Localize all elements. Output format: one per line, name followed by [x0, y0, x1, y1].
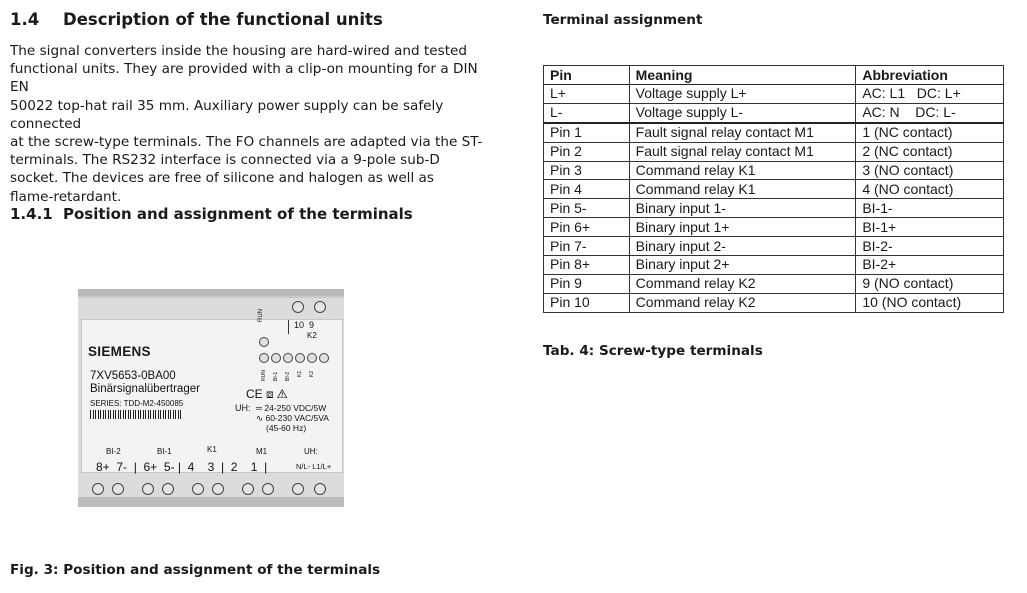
section-heading: [10, 10, 383, 29]
table-cell: Pin 3: [544, 161, 630, 180]
model-number: 7XV5653-0BA00: [90, 370, 176, 382]
table-caption: Tab. 4: Screw-type terminals: [543, 343, 763, 359]
table-cell: Pin 1: [544, 123, 630, 142]
body-line: flame-retardant.: [10, 188, 122, 205]
terminal-screw-icon: [162, 483, 174, 495]
led-icon: [271, 353, 281, 363]
uh-bottom-label: UH:: [304, 447, 318, 456]
series-number: SERIES: TDD-M2-450085: [90, 399, 184, 408]
table-cell: 2 (NC contact): [856, 142, 1004, 161]
terminal-screw-icon: [212, 483, 224, 495]
led-icon: [295, 353, 305, 363]
table-cell: Command relay K2: [629, 274, 856, 293]
table-row: [544, 293, 1004, 312]
supply-dc: ═ 24-250 VDC/5W: [256, 403, 327, 413]
terminal-table: [543, 65, 1004, 313]
table-cell: L-: [544, 103, 630, 122]
table-cell: Pin 5-: [544, 199, 630, 218]
table-cell: 9 (NO contact): [856, 274, 1004, 293]
terminal-numbers: 8+ 7- | 6+ 5- | 4 3 | 2 1 |: [96, 460, 268, 474]
column-header: Meaning: [629, 66, 856, 85]
table-cell: Binary input 1+: [629, 218, 856, 237]
m1-label: M1: [256, 447, 268, 456]
k2-label: K2: [307, 331, 317, 340]
bi2-label: BI-2: [106, 447, 121, 456]
table-cell: Command relay K1: [629, 180, 856, 199]
table-cell: AC: N DC: L-: [856, 103, 1004, 122]
terminal-screw-icon: [314, 301, 326, 313]
table-cell: Fault signal relay contact M1: [629, 123, 856, 142]
body-line: socket. The devices are free of silicone and halogen as well as: [10, 170, 434, 187]
supply-ac: ∿ 60-230 VAC/5VA: [256, 413, 329, 423]
power-terminal-labels: N/L- L1/L+: [296, 462, 332, 471]
led-label: BI-2: [285, 371, 291, 381]
table-row: [544, 218, 1004, 237]
terminal-screw-icon: [142, 483, 154, 495]
table-cell: Binary input 1-: [629, 199, 856, 218]
column-header: Pin: [544, 66, 630, 85]
brand-logo: SIEMENS: [88, 344, 151, 359]
body-line: functional units. They are provided with a clip-on mounting for a DIN EN: [10, 61, 478, 96]
table-cell: Pin 4: [544, 180, 630, 199]
k1-label: K1: [207, 445, 217, 454]
column-header: Abbreviation: [856, 66, 1004, 85]
terminal-screw-icon: [292, 301, 304, 313]
led-label: K1: [297, 370, 303, 377]
table-cell: Command relay K1: [629, 161, 856, 180]
table-cell: Pin 9: [544, 274, 630, 293]
figure-caption: Fig. 3: Position and assignment of the terminals: [10, 562, 381, 578]
table-cell: 4 (NO contact): [856, 180, 1004, 199]
led-label: BI-1: [273, 371, 279, 381]
led-icon: [319, 353, 329, 363]
led-icon: [283, 353, 293, 363]
table-cell: Pin 10: [544, 293, 630, 312]
led-icon: [259, 353, 269, 363]
barcode: [90, 410, 182, 419]
certification-marks: CE ⧈ ⚠: [246, 387, 288, 401]
body-line: The signal converters inside the housing are hard-wired and tested: [10, 43, 468, 59]
body-line: 50022 top-hat rail 35 mm. Auxiliary power supply can be safely connected: [10, 97, 444, 132]
table-cell: BI-2+: [856, 256, 1004, 275]
din-rail-bottom: [78, 497, 344, 507]
table-row: [544, 85, 1004, 104]
led-label: K2: [309, 370, 315, 377]
table-row: [544, 237, 1004, 256]
k2-terminal-numbers: 10 9: [294, 320, 315, 330]
table-cell: 1 (NC contact): [856, 123, 1004, 142]
table-cell: 3 (NO contact): [856, 161, 1004, 180]
terminal-screw-icon: [292, 483, 304, 495]
bi1-label: BI-1: [157, 447, 172, 456]
table-cell: BI-1-: [856, 199, 1004, 218]
table-cell: Binary input 2+: [629, 256, 856, 275]
table-row: [544, 199, 1004, 218]
device-illustration: [78, 289, 344, 507]
din-rail-top-edge: [78, 296, 344, 298]
table-row: [544, 103, 1004, 122]
table-cell: BI-1+: [856, 218, 1004, 237]
table-header-row: [544, 66, 1004, 85]
led-label: RUN: [261, 370, 267, 381]
table-cell: Voltage supply L-: [629, 103, 856, 122]
body-line: terminals. The RS232 interface is connected via a 9-pole sub-D: [10, 152, 440, 169]
table-row: [544, 142, 1004, 161]
subsection-title: Position and assignment of the terminals: [63, 205, 413, 223]
section-number: 1.4: [10, 10, 40, 29]
led-icon: [307, 353, 317, 363]
section-title: Description of the functional units: [63, 10, 383, 29]
table-cell: Pin 6+: [544, 218, 630, 237]
table-heading: Terminal assignment: [543, 12, 703, 28]
table-cell: BI-2-: [856, 237, 1004, 256]
section-body: [10, 42, 490, 206]
terminal-screw-icon: [192, 483, 204, 495]
body-line: at the screw-type terminals. The FO channels are adapted via the ST-: [10, 134, 483, 151]
terminal-screw-icon: [262, 483, 274, 495]
table-cell: Pin 8+: [544, 256, 630, 275]
table-row: [544, 161, 1004, 180]
table-cell: AC: L1 DC: L+: [856, 85, 1004, 104]
terminal-screw-icon: [314, 483, 326, 495]
uh-label: UH:: [235, 403, 251, 413]
table-cell: 10 (NO contact): [856, 293, 1004, 312]
table-cell: Voltage supply L+: [629, 85, 856, 104]
subsection-heading: [10, 205, 413, 223]
terminal-screw-icon: [242, 483, 254, 495]
table-cell: Fault signal relay contact M1: [629, 142, 856, 161]
reset-button-icon: [259, 337, 269, 347]
din-rail-top: [78, 289, 344, 296]
table-cell: Command relay K2: [629, 293, 856, 312]
k2-divider: [288, 320, 289, 334]
product-name: Binärsignalübertrager: [90, 383, 200, 395]
table-row: [544, 256, 1004, 275]
terminal-screw-icon: [112, 483, 124, 495]
table-cell: L+: [544, 85, 630, 104]
table-cell: Pin 2: [544, 142, 630, 161]
table-cell: Binary input 2-: [629, 237, 856, 256]
table-row: [544, 123, 1004, 142]
run-vertical-label: RUN: [258, 309, 264, 322]
table-row: [544, 274, 1004, 293]
table-cell: Pin 7-: [544, 237, 630, 256]
table-row: [544, 180, 1004, 199]
subsection-number: 1.4.1: [10, 205, 53, 223]
supply-frequency: (45-60 Hz): [266, 423, 307, 433]
terminal-screw-icon: [92, 483, 104, 495]
